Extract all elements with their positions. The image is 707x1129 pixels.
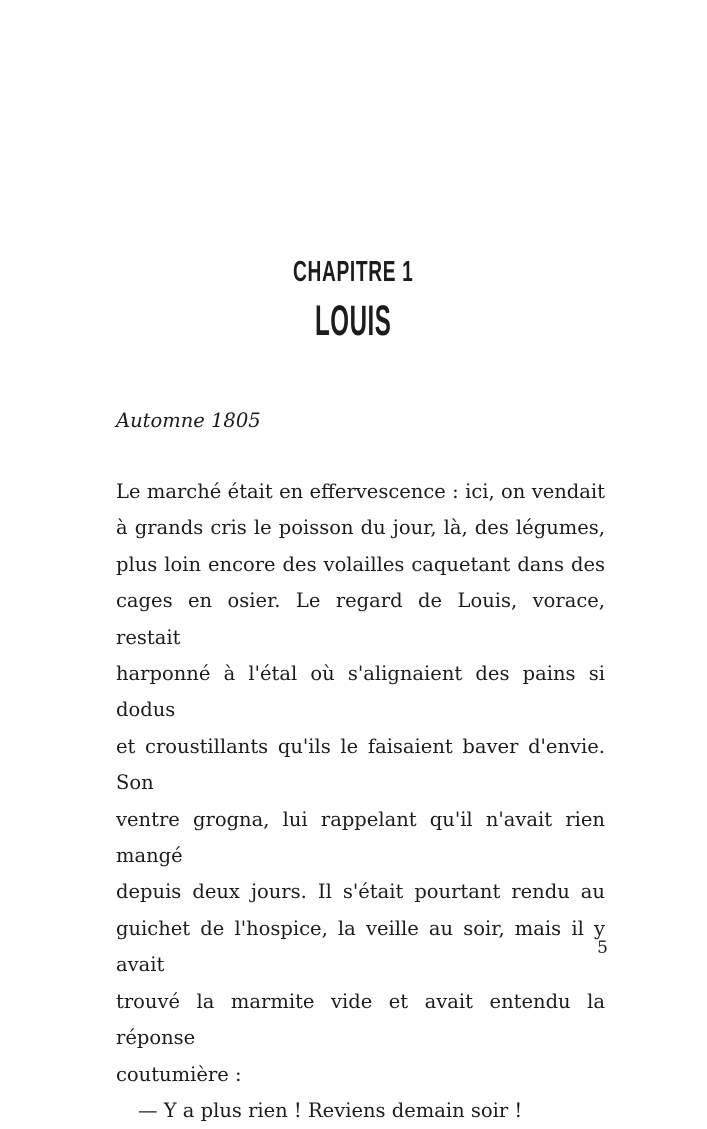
body-line: ventre grogna, lui rappelant qu'il n'avait rien mangé [116,807,605,868]
body-line: harponné à l'étal où s'alignaient des pains si dodus [116,662,605,722]
body-line: coutumière : [116,1062,242,1086]
body-line: plus loin encore des volailles caquetant dans des [116,552,605,576]
body-line: à grands cris le poisson du jour, là, des légumes, [116,516,605,540]
chapter-label [0,258,707,287]
chapter-title [0,297,707,345]
body-line: et croustillants qu'ils le faisaient baver d'envie. Son [116,734,605,795]
body-line: depuis deux jours. Il s'était pourtant rendu au [116,880,605,904]
body-line: cages en osier. Le regard de Louis, vorace, restait [116,589,605,649]
page-number: 5 [597,938,608,958]
body-line: guichet de l'hospice, la veille au soir, mais il y avait [116,916,605,977]
body-line: trouvé la marmite vide et avait entendu la réponse [116,989,605,1050]
paragraph [116,474,605,1129]
body-line: Le marché était en effervescence : ici, on vendait [116,480,605,503]
chapter-title-text: LOUIS [315,297,392,345]
chapter-label-text: CHAPITRE 1 [293,256,414,288]
dialogue-line: — Y a plus rien ! Reviens demain soir ! [138,1098,523,1122]
dateline: Automne 1805 [116,409,261,432]
